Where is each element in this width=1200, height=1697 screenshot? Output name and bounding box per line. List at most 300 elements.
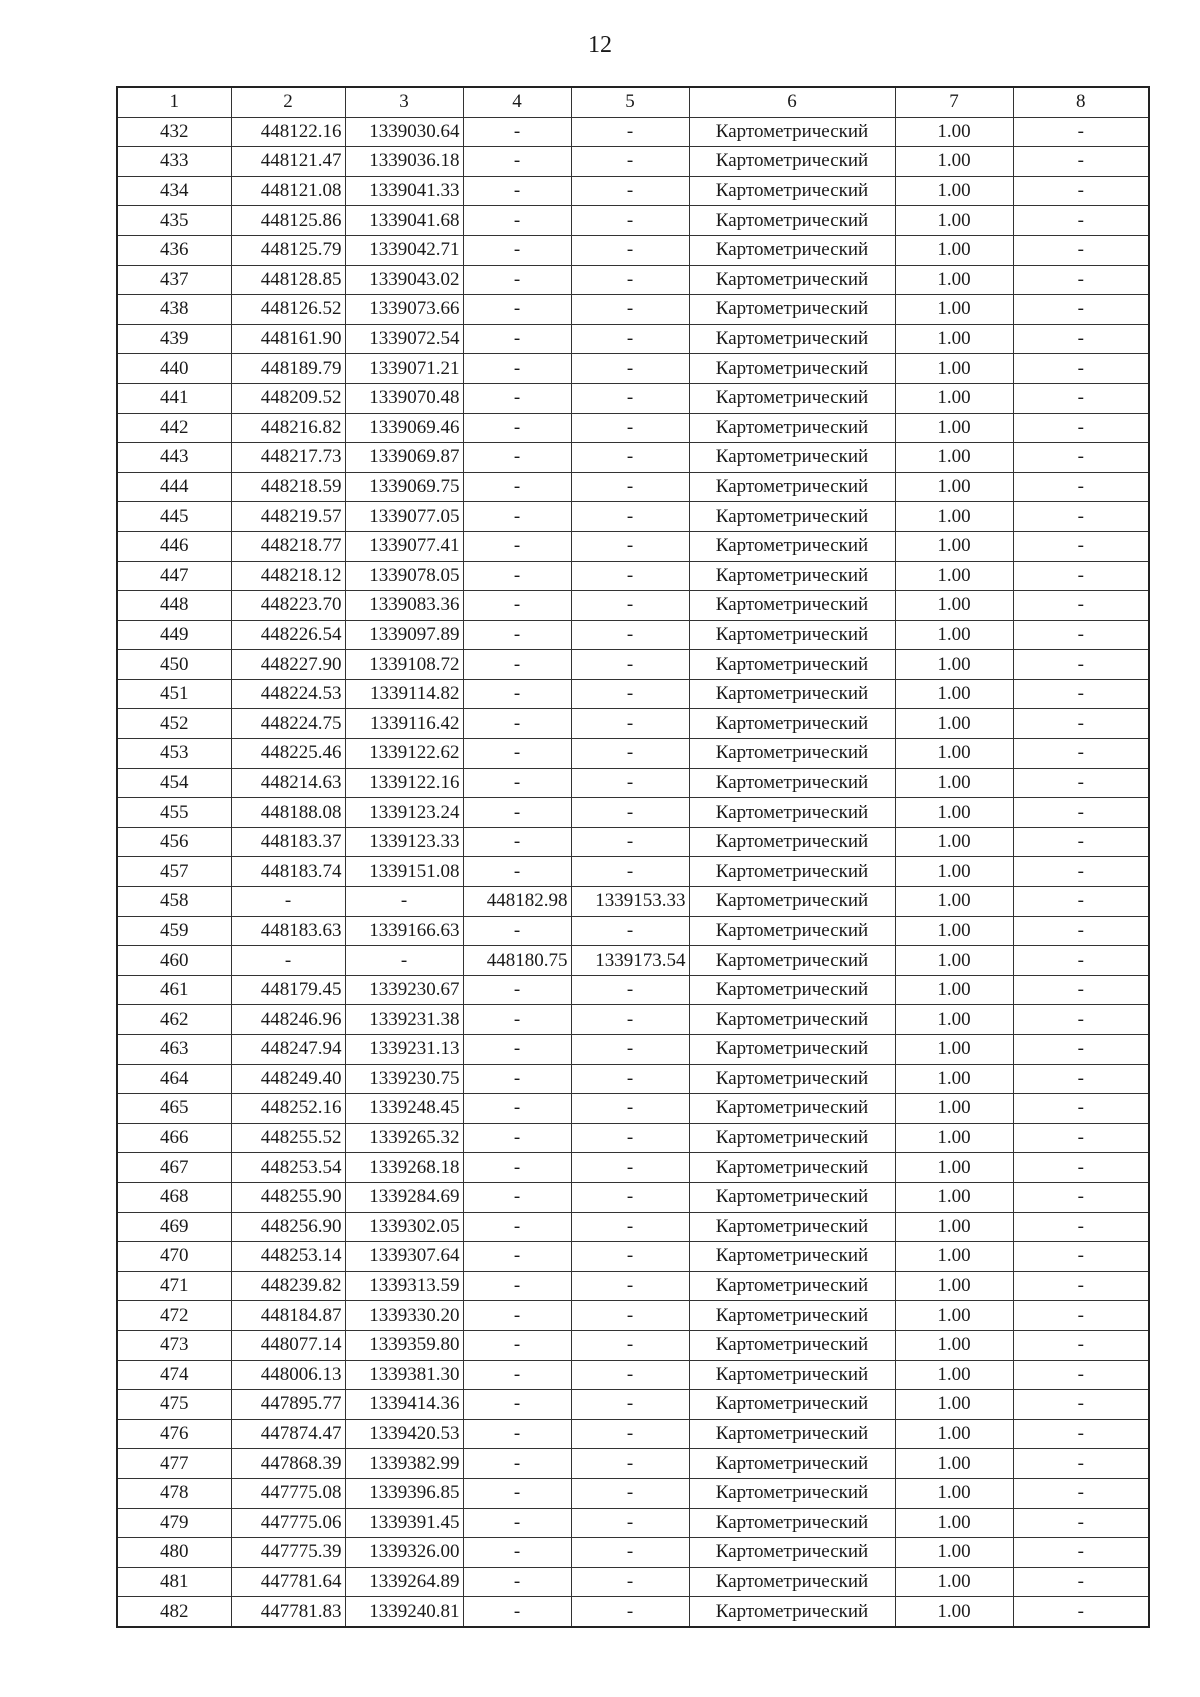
cell-y-coordinate-new: - [571,1419,689,1449]
cell-note: - [1013,265,1149,295]
cell-point-number: 448 [117,591,231,621]
cell-note: - [1013,946,1149,976]
table-row [117,1508,1149,1538]
cell-method: Картометрический [689,295,895,325]
cell-accuracy: 1.00 [895,147,1013,177]
cell-x-coordinate-new: - [463,117,571,147]
cell-point-number: 435 [117,206,231,236]
cell-note: - [1013,650,1149,680]
cell-y-coordinate: 1339114.82 [345,679,463,709]
cell-y-coordinate: 1339083.36 [345,591,463,621]
cell-y-coordinate: 1339359.80 [345,1330,463,1360]
cell-method: Картометрический [689,1005,895,1035]
cell-y-coordinate-new: - [571,975,689,1005]
cell-method: Картометрический [689,383,895,413]
cell-method: Картометрический [689,176,895,206]
cell-method: Картометрический [689,354,895,384]
cell-x-coordinate-new: - [463,383,571,413]
cell-method: Картометрический [689,1094,895,1124]
cell-y-coordinate-new: - [571,147,689,177]
cell-y-coordinate-new: - [571,591,689,621]
cell-x-coordinate: 447775.08 [231,1478,345,1508]
cell-x-coordinate-new: - [463,1419,571,1449]
cell-y-coordinate-new: - [571,827,689,857]
cell-y-coordinate-new: - [571,709,689,739]
cell-y-coordinate: 1339414.36 [345,1390,463,1420]
cell-accuracy: 1.00 [895,1301,1013,1331]
table-row [117,798,1149,828]
cell-x-coordinate-new: - [463,295,571,325]
cell-note: - [1013,975,1149,1005]
cell-x-coordinate: 448006.13 [231,1360,345,1390]
cell-method: Картометрический [689,1182,895,1212]
cell-x-coordinate-new: - [463,739,571,769]
cell-x-coordinate-new: - [463,1449,571,1479]
cell-accuracy: 1.00 [895,531,1013,561]
cell-accuracy: 1.00 [895,206,1013,236]
cell-y-coordinate: 1339307.64 [345,1242,463,1272]
cell-point-number: 447 [117,561,231,591]
cell-x-coordinate: 447868.39 [231,1449,345,1479]
cell-note: - [1013,1035,1149,1065]
cell-x-coordinate: 448255.90 [231,1182,345,1212]
cell-note: - [1013,502,1149,532]
cell-x-coordinate: 448189.79 [231,354,345,384]
cell-note: - [1013,1360,1149,1390]
cell-point-number: 458 [117,887,231,917]
cell-method: Картометрический [689,147,895,177]
cell-y-coordinate: 1339123.33 [345,827,463,857]
cell-x-coordinate: 448224.53 [231,679,345,709]
table-row [117,709,1149,739]
table-row [117,591,1149,621]
cell-note: - [1013,798,1149,828]
table-row [117,1301,1149,1331]
cell-x-coordinate: 448125.86 [231,206,345,236]
cell-y-coordinate: 1339108.72 [345,650,463,680]
cell-method: Картометрический [689,1035,895,1065]
table-row [117,235,1149,265]
cell-x-coordinate: 448253.14 [231,1242,345,1272]
cell-x-coordinate-new: - [463,1212,571,1242]
cell-x-coordinate-new: - [463,1153,571,1183]
cell-y-coordinate: 1339069.87 [345,443,463,473]
cell-point-number: 450 [117,650,231,680]
cell-x-coordinate-new: - [463,975,571,1005]
cell-method: Картометрический [689,117,895,147]
cell-point-number: 465 [117,1094,231,1124]
column-header-8: 8 [1013,87,1149,117]
cell-x-coordinate: 448256.90 [231,1212,345,1242]
table-row [117,1242,1149,1272]
cell-y-coordinate: 1339122.16 [345,768,463,798]
cell-point-number: 454 [117,768,231,798]
cell-point-number: 477 [117,1449,231,1479]
cell-point-number: 476 [117,1419,231,1449]
cell-y-coordinate: 1339151.08 [345,857,463,887]
cell-note: - [1013,1538,1149,1568]
table-row [117,472,1149,502]
cell-note: - [1013,383,1149,413]
cell-x-coordinate: 448183.37 [231,827,345,857]
table-row [117,1360,1149,1390]
cell-note: - [1013,235,1149,265]
cell-point-number: 482 [117,1597,231,1627]
cell-x-coordinate: 447895.77 [231,1390,345,1420]
cell-x-coordinate: 448216.82 [231,413,345,443]
cell-accuracy: 1.00 [895,739,1013,769]
cell-x-coordinate-new: - [463,1360,571,1390]
cell-accuracy: 1.00 [895,1153,1013,1183]
cell-accuracy: 1.00 [895,1005,1013,1035]
cell-x-coordinate-new: - [463,354,571,384]
table-row [117,1005,1149,1035]
cell-y-coordinate: 1339042.71 [345,235,463,265]
cell-method: Картометрический [689,443,895,473]
cell-y-coordinate: 1339268.18 [345,1153,463,1183]
cell-note: - [1013,1094,1149,1124]
cell-accuracy: 1.00 [895,1094,1013,1124]
cell-y-coordinate-new: - [571,1094,689,1124]
cell-note: - [1013,413,1149,443]
cell-point-number: 456 [117,827,231,857]
cell-note: - [1013,739,1149,769]
cell-y-coordinate-new: - [571,413,689,443]
column-header-1: 1 [117,87,231,117]
cell-accuracy: 1.00 [895,502,1013,532]
cell-y-coordinate: 1339265.32 [345,1123,463,1153]
cell-point-number: 478 [117,1478,231,1508]
cell-y-coordinate-new: - [571,176,689,206]
cell-x-coordinate: 448183.63 [231,916,345,946]
cell-method: Картометрический [689,1508,895,1538]
cell-note: - [1013,1301,1149,1331]
cell-point-number: 470 [117,1242,231,1272]
cell-accuracy: 1.00 [895,1419,1013,1449]
cell-x-coordinate-new: - [463,472,571,502]
cell-accuracy: 1.00 [895,265,1013,295]
cell-point-number: 455 [117,798,231,828]
cell-y-coordinate-new: - [571,117,689,147]
cell-point-number: 436 [117,235,231,265]
cell-y-coordinate-new: - [571,1182,689,1212]
cell-x-coordinate: 448179.45 [231,975,345,1005]
cell-y-coordinate: - [345,887,463,917]
table-row [117,176,1149,206]
cell-accuracy: 1.00 [895,946,1013,976]
cell-y-coordinate: 1339041.68 [345,206,463,236]
table-row [117,502,1149,532]
cell-note: - [1013,1153,1149,1183]
cell-note: - [1013,295,1149,325]
cell-x-coordinate: 448224.75 [231,709,345,739]
cell-point-number: 442 [117,413,231,443]
cell-x-coordinate-new: - [463,324,571,354]
cell-x-coordinate: 448126.52 [231,295,345,325]
cell-accuracy: 1.00 [895,709,1013,739]
cell-method: Картометрический [689,265,895,295]
table-row [117,443,1149,473]
cell-y-coordinate-new: - [571,1360,689,1390]
cell-x-coordinate-new: 448182.98 [463,887,571,917]
cell-y-coordinate: 1339030.64 [345,117,463,147]
cell-method: Картометрический [689,1538,895,1568]
cell-x-coordinate-new: - [463,827,571,857]
table-row [117,1478,1149,1508]
cell-point-number: 474 [117,1360,231,1390]
cell-x-coordinate-new: - [463,147,571,177]
cell-y-coordinate-new: - [571,531,689,561]
cell-accuracy: 1.00 [895,768,1013,798]
cell-x-coordinate: 448214.63 [231,768,345,798]
cell-x-coordinate-new: - [463,798,571,828]
cell-accuracy: 1.00 [895,1123,1013,1153]
cell-note: - [1013,1271,1149,1301]
cell-note: - [1013,117,1149,147]
cell-note: - [1013,206,1149,236]
table-row [117,768,1149,798]
cell-note: - [1013,1597,1149,1627]
cell-point-number: 473 [117,1330,231,1360]
column-header-5: 5 [571,87,689,117]
cell-y-coordinate-new: 1339153.33 [571,887,689,917]
cell-accuracy: 1.00 [895,1538,1013,1568]
cell-x-coordinate-new: - [463,443,571,473]
cell-method: Картометрический [689,620,895,650]
table-row [117,1597,1149,1627]
cell-method: Картометрический [689,768,895,798]
table-row [117,679,1149,709]
cell-x-coordinate-new: - [463,413,571,443]
cell-y-coordinate-new: - [571,1271,689,1301]
cell-point-number: 443 [117,443,231,473]
cell-y-coordinate-new: - [571,1064,689,1094]
cell-x-coordinate-new: - [463,1478,571,1508]
cell-y-coordinate: - [345,946,463,976]
cell-y-coordinate-new: - [571,1123,689,1153]
cell-x-coordinate-new: - [463,1390,571,1420]
cell-method: Картометрический [689,650,895,680]
cell-y-coordinate-new: - [571,265,689,295]
cell-y-coordinate-new: - [571,1153,689,1183]
cell-accuracy: 1.00 [895,1035,1013,1065]
cell-y-coordinate: 1339420.53 [345,1419,463,1449]
table-row [117,650,1149,680]
cell-point-number: 464 [117,1064,231,1094]
cell-y-coordinate-new: - [571,1212,689,1242]
cell-point-number: 461 [117,975,231,1005]
table-row [117,1330,1149,1360]
cell-x-coordinate: 447775.06 [231,1508,345,1538]
cell-method: Картометрический [689,1360,895,1390]
cell-point-number: 444 [117,472,231,502]
cell-x-coordinate-new: - [463,1035,571,1065]
column-header-7: 7 [895,87,1013,117]
column-header-3: 3 [345,87,463,117]
cell-point-number: 480 [117,1538,231,1568]
cell-accuracy: 1.00 [895,1567,1013,1597]
cell-x-coordinate-new: - [463,1064,571,1094]
cell-accuracy: 1.00 [895,1597,1013,1627]
table-row [117,857,1149,887]
cell-point-number: 468 [117,1182,231,1212]
cell-x-coordinate-new: - [463,591,571,621]
cell-point-number: 441 [117,383,231,413]
cell-y-coordinate: 1339230.75 [345,1064,463,1094]
cell-note: - [1013,709,1149,739]
cell-x-coordinate: 448125.79 [231,235,345,265]
cell-method: Картометрический [689,206,895,236]
cell-method: Картометрический [689,1330,895,1360]
cell-method: Картометрический [689,1478,895,1508]
cell-x-coordinate-new: - [463,1271,571,1301]
cell-y-coordinate-new: - [571,324,689,354]
cell-point-number: 438 [117,295,231,325]
cell-y-coordinate-new: - [571,1597,689,1627]
table-row [117,975,1149,1005]
cell-x-coordinate-new: - [463,679,571,709]
cell-note: - [1013,1123,1149,1153]
cell-x-coordinate: 448128.85 [231,265,345,295]
cell-note: - [1013,591,1149,621]
cell-y-coordinate-new: - [571,472,689,502]
cell-x-coordinate-new: - [463,857,571,887]
cell-y-coordinate-new: - [571,1478,689,1508]
cell-y-coordinate-new: - [571,354,689,384]
cell-method: Картометрический [689,975,895,1005]
table-row [117,295,1149,325]
cell-method: Картометрический [689,472,895,502]
cell-point-number: 433 [117,147,231,177]
cell-y-coordinate-new: - [571,916,689,946]
cell-note: - [1013,1567,1149,1597]
table-row [117,620,1149,650]
cell-note: - [1013,620,1149,650]
coordinates-table-wrapper [116,86,1148,1628]
cell-accuracy: 1.00 [895,1390,1013,1420]
cell-y-coordinate: 1339036.18 [345,147,463,177]
table-row [117,354,1149,384]
cell-accuracy: 1.00 [895,472,1013,502]
cell-x-coordinate-new: - [463,1242,571,1272]
cell-x-coordinate: 447781.64 [231,1567,345,1597]
table-row [117,147,1149,177]
column-header-4: 4 [463,87,571,117]
cell-note: - [1013,1212,1149,1242]
table-row [117,383,1149,413]
cell-method: Картометрический [689,1301,895,1331]
cell-x-coordinate-new: - [463,768,571,798]
cell-accuracy: 1.00 [895,561,1013,591]
cell-x-coordinate: 448121.47 [231,147,345,177]
table-row [117,916,1149,946]
cell-point-number: 434 [117,176,231,206]
cell-point-number: 481 [117,1567,231,1597]
cell-y-coordinate: 1339391.45 [345,1508,463,1538]
cell-point-number: 451 [117,679,231,709]
cell-note: - [1013,1478,1149,1508]
cell-x-coordinate-new: - [463,1567,571,1597]
cell-method: Картометрический [689,1064,895,1094]
cell-x-coordinate: 448219.57 [231,502,345,532]
table-row [117,265,1149,295]
cell-y-coordinate-new: - [571,1242,689,1272]
table-row [117,1035,1149,1065]
cell-method: Картометрический [689,1242,895,1272]
cell-point-number: 459 [117,916,231,946]
cell-y-coordinate: 1339123.24 [345,798,463,828]
cell-x-coordinate-new: - [463,531,571,561]
cell-x-coordinate: 448226.54 [231,620,345,650]
cell-accuracy: 1.00 [895,235,1013,265]
cell-accuracy: 1.00 [895,591,1013,621]
cell-note: - [1013,679,1149,709]
cell-point-number: 439 [117,324,231,354]
cell-accuracy: 1.00 [895,383,1013,413]
cell-note: - [1013,1449,1149,1479]
cell-x-coordinate: 448161.90 [231,324,345,354]
cell-y-coordinate-new: - [571,1508,689,1538]
cell-x-coordinate-new: - [463,1301,571,1331]
cell-y-coordinate-new: - [571,1567,689,1597]
cell-point-number: 475 [117,1390,231,1420]
cell-method: Картометрический [689,916,895,946]
cell-y-coordinate-new: - [571,383,689,413]
cell-point-number: 469 [117,1212,231,1242]
cell-x-coordinate: 448253.54 [231,1153,345,1183]
table-row [117,827,1149,857]
cell-y-coordinate: 1339381.30 [345,1360,463,1390]
cell-x-coordinate-new: - [463,1005,571,1035]
cell-x-coordinate-new: - [463,1330,571,1360]
table-row [117,1538,1149,1568]
cell-note: - [1013,472,1149,502]
cell-point-number: 452 [117,709,231,739]
cell-method: Картометрический [689,679,895,709]
cell-note: - [1013,916,1149,946]
cell-y-coordinate-new: - [571,739,689,769]
cell-y-coordinate: 1339069.46 [345,413,463,443]
cell-note: - [1013,443,1149,473]
cell-note: - [1013,827,1149,857]
table-row [117,1449,1149,1479]
cell-x-coordinate: 448183.74 [231,857,345,887]
cell-method: Картометрический [689,1271,895,1301]
cell-accuracy: 1.00 [895,1508,1013,1538]
cell-accuracy: 1.00 [895,176,1013,206]
cell-note: - [1013,1419,1149,1449]
cell-x-coordinate-new: - [463,235,571,265]
cell-method: Картометрический [689,887,895,917]
cell-x-coordinate: 448239.82 [231,1271,345,1301]
cell-point-number: 449 [117,620,231,650]
cell-point-number: 445 [117,502,231,532]
table-header-row [117,87,1149,117]
cell-note: - [1013,857,1149,887]
cell-accuracy: 1.00 [895,117,1013,147]
cell-y-coordinate: 1339313.59 [345,1271,463,1301]
cell-x-coordinate: 448077.14 [231,1330,345,1360]
cell-x-coordinate-new: - [463,502,571,532]
cell-x-coordinate-new: - [463,265,571,295]
cell-y-coordinate-new: - [571,1301,689,1331]
table-body [117,117,1149,1627]
cell-accuracy: 1.00 [895,650,1013,680]
cell-y-coordinate: 1339231.13 [345,1035,463,1065]
cell-x-coordinate: 447874.47 [231,1419,345,1449]
cell-note: - [1013,1508,1149,1538]
table-row [117,887,1149,917]
